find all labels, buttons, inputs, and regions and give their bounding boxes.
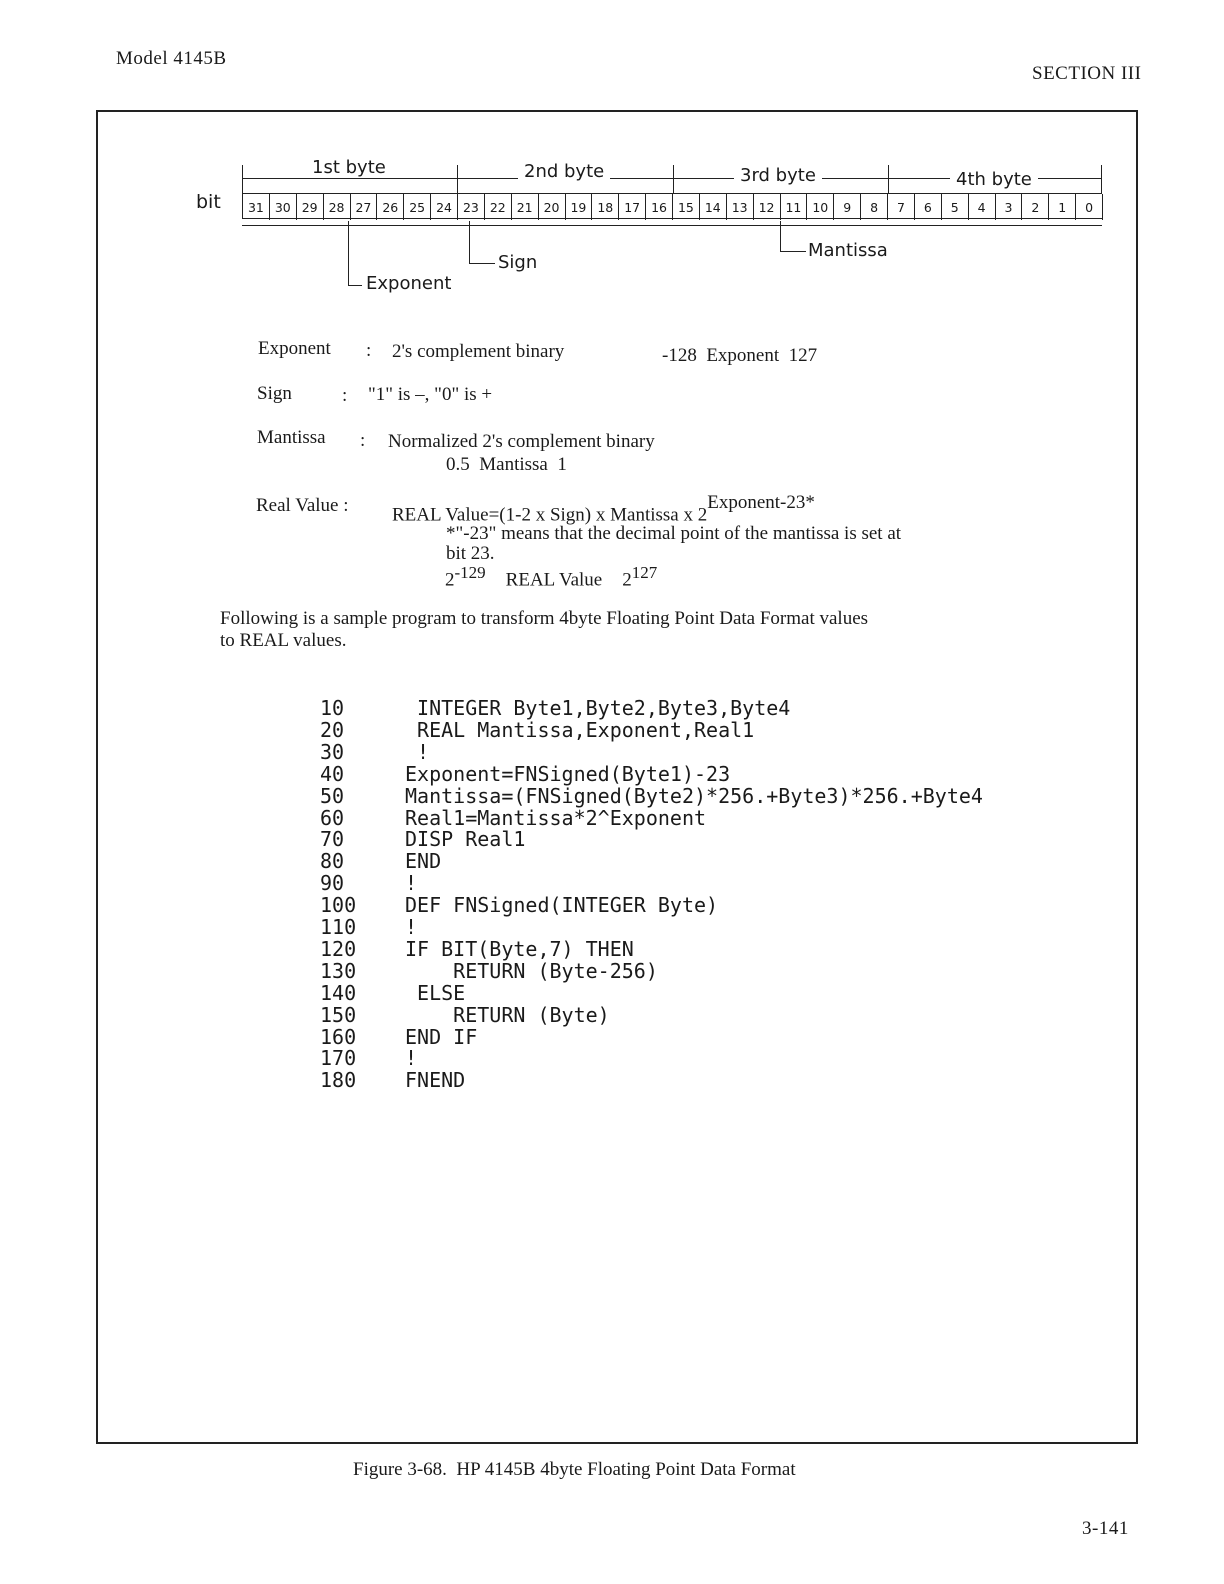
bit-cell: 28 [324,194,351,220]
mantissa-colon: : [360,430,366,451]
sign-field-label: Sign [498,252,538,273]
line-number: 130 [320,958,357,983]
bit-cell: 4 [969,194,996,220]
line-code: END [405,849,442,874]
line-code: DISP Real1 [405,827,526,852]
line-code: ! [405,739,430,764]
program-line [320,741,1080,763]
real-range-mid: REAL Value [505,569,603,591]
bit-cell: 15 [673,194,700,220]
bit-cell: 23 [458,194,485,220]
definitions [0,0,1224,600]
line-number: 90 [320,871,345,896]
intro-line-1: Following is a sample program to transform 4byte Floating Point Data Format values [220,608,869,629]
sign-desc: "1" is –, "0" is + [368,384,493,405]
line-number: 110 [320,915,357,939]
bit-cell: 7 [888,194,915,220]
program-line [320,938,1080,960]
real-value-note-2: bit 23. [446,543,495,564]
bit-cell: 9 [834,194,861,220]
line-code: Mantissa=(FNSigned(Byte2)*256.+Byte3)*256.+Byte4 [405,783,983,808]
line-code: RETURN (Byte-256) [405,958,658,983]
real-value-formula [392,492,815,526]
line-number: 100 [320,893,357,918]
bit-cell: 31 [243,194,270,220]
real-formula-exponent: Exponent-23* [707,492,815,513]
line-code: Real1=Mantissa*2^Exponent [405,805,707,830]
real-range-exp-low: -129 [454,563,486,582]
bit-cell: 10 [807,194,834,220]
mantissa-field-label: Mantissa [808,240,888,261]
bit-cell: 5 [942,194,969,220]
line-code: Exponent=FNSigned(Byte1)-23 [405,761,731,786]
line-code: ! [405,915,418,939]
bit-cell: 16 [646,194,673,220]
program-line [320,1069,1080,1091]
bit-cell: 11 [781,194,808,220]
section-header: SECTION III [1032,63,1142,84]
real-range-base-high: 2 [622,569,632,591]
bit-cell: 18 [592,194,619,220]
program-line [320,850,1080,872]
program-line [320,894,1080,916]
line-number: 120 [320,936,357,961]
line-code: END IF [405,1024,478,1049]
line-number: 10 [320,696,345,720]
bit-cell: 22 [485,194,512,220]
bit-cell: 12 [754,194,781,220]
line-number: 30 [320,739,345,764]
sign-colon: : [342,385,348,406]
bit-cell: 20 [539,194,566,220]
line-code: ! [405,1046,418,1071]
line-code: IF BIT(Byte,7) THEN [405,936,634,961]
bit-cell: 29 [297,194,324,220]
bit-cell: 3 [996,194,1023,220]
line-number: 150 [320,1002,357,1027]
bit-cell: 19 [566,194,593,220]
line-number: 60 [320,805,345,830]
program-line [320,807,1080,829]
line-code: ELSE [405,980,466,1005]
mantissa-desc: Normalized 2's complement binary [388,431,655,452]
real-value-term: Real Value : [256,495,349,516]
bit-cell: 2 [1022,194,1049,220]
program-line [320,828,1080,850]
program-listing [320,697,1080,1097]
program-line [320,982,1080,1004]
line-code: FNEND [405,1068,466,1093]
byte-label-4: 4th byte [950,169,1038,190]
page-number: 3-141 [1082,1518,1129,1539]
model-header: Model 4145B [116,48,227,69]
bit-cell: 30 [270,194,297,220]
line-code: RETURN (Byte) [405,1002,610,1027]
bit-cell: 27 [351,194,378,220]
program-line [320,916,1080,938]
program-line [320,785,1080,807]
line-code: ! [405,871,418,896]
mantissa-term: Mantissa [257,427,326,448]
byte-label-3: 3rd byte [734,165,822,186]
real-range-base-low: 2 [445,569,455,591]
program-line [320,1026,1080,1048]
byte-label-2: 2nd byte [518,161,610,182]
exponent-term: Exponent [258,338,331,359]
line-number: 180 [320,1068,357,1093]
program-line [320,763,1080,785]
exponent-field-label: Exponent [366,273,452,294]
line-code: INTEGER Byte1,Byte2,Byte3,Byte4 [405,696,791,720]
mantissa-range: 0.5 Mantissa 1 [446,454,567,475]
line-code: REAL Mantissa,Exponent,Real1 [405,717,755,742]
figure-caption: Figure 3-68. HP 4145B 4byte Floating Point Data Format [353,1459,796,1480]
line-number: 40 [320,761,345,786]
bit-cell: 26 [377,194,404,220]
real-value-range [445,563,657,591]
program-line [320,697,1080,719]
program-line [320,872,1080,894]
real-range-exp-high: 127 [631,563,658,582]
intro-line-2: to REAL values. [220,630,347,651]
bit-cell: 24 [431,194,458,220]
bit-cell: 25 [404,194,431,220]
line-number: 160 [320,1024,357,1049]
line-number: 20 [320,717,345,742]
bit-cell: 8 [861,194,888,220]
byte-label-1: 1st byte [306,157,392,178]
bit-cell: 13 [727,194,754,220]
line-number: 50 [320,783,345,808]
program-line [320,1004,1080,1026]
real-formula-main: REAL Value=(1-2 x Sign) x Mantissa x 2 [392,504,708,526]
bit-cell: 14 [700,194,727,220]
bit-cell: 6 [915,194,942,220]
line-number: 170 [320,1046,357,1071]
program-line [320,1047,1080,1069]
bit-cell: 1 [1049,194,1076,220]
line-number: 80 [320,849,345,874]
program-line [320,960,1080,982]
bit-cell: 17 [619,194,646,220]
real-value-note-1: *"-23" means that the decimal point of the mantissa is set at [446,523,902,544]
line-number: 140 [320,980,357,1005]
exponent-desc: 2's complement binary [392,341,565,362]
line-number: 70 [320,827,345,852]
exponent-colon: : [366,340,372,361]
sign-term: Sign [257,383,292,404]
bit-cell: 0 [1076,194,1103,220]
bit-cell: 21 [512,194,539,220]
exponent-range: -128 Exponent 127 [662,345,818,366]
program-line [320,719,1080,741]
bit-label: bit [196,191,221,213]
line-code: DEF FNSigned(INTEGER Byte) [405,893,719,918]
